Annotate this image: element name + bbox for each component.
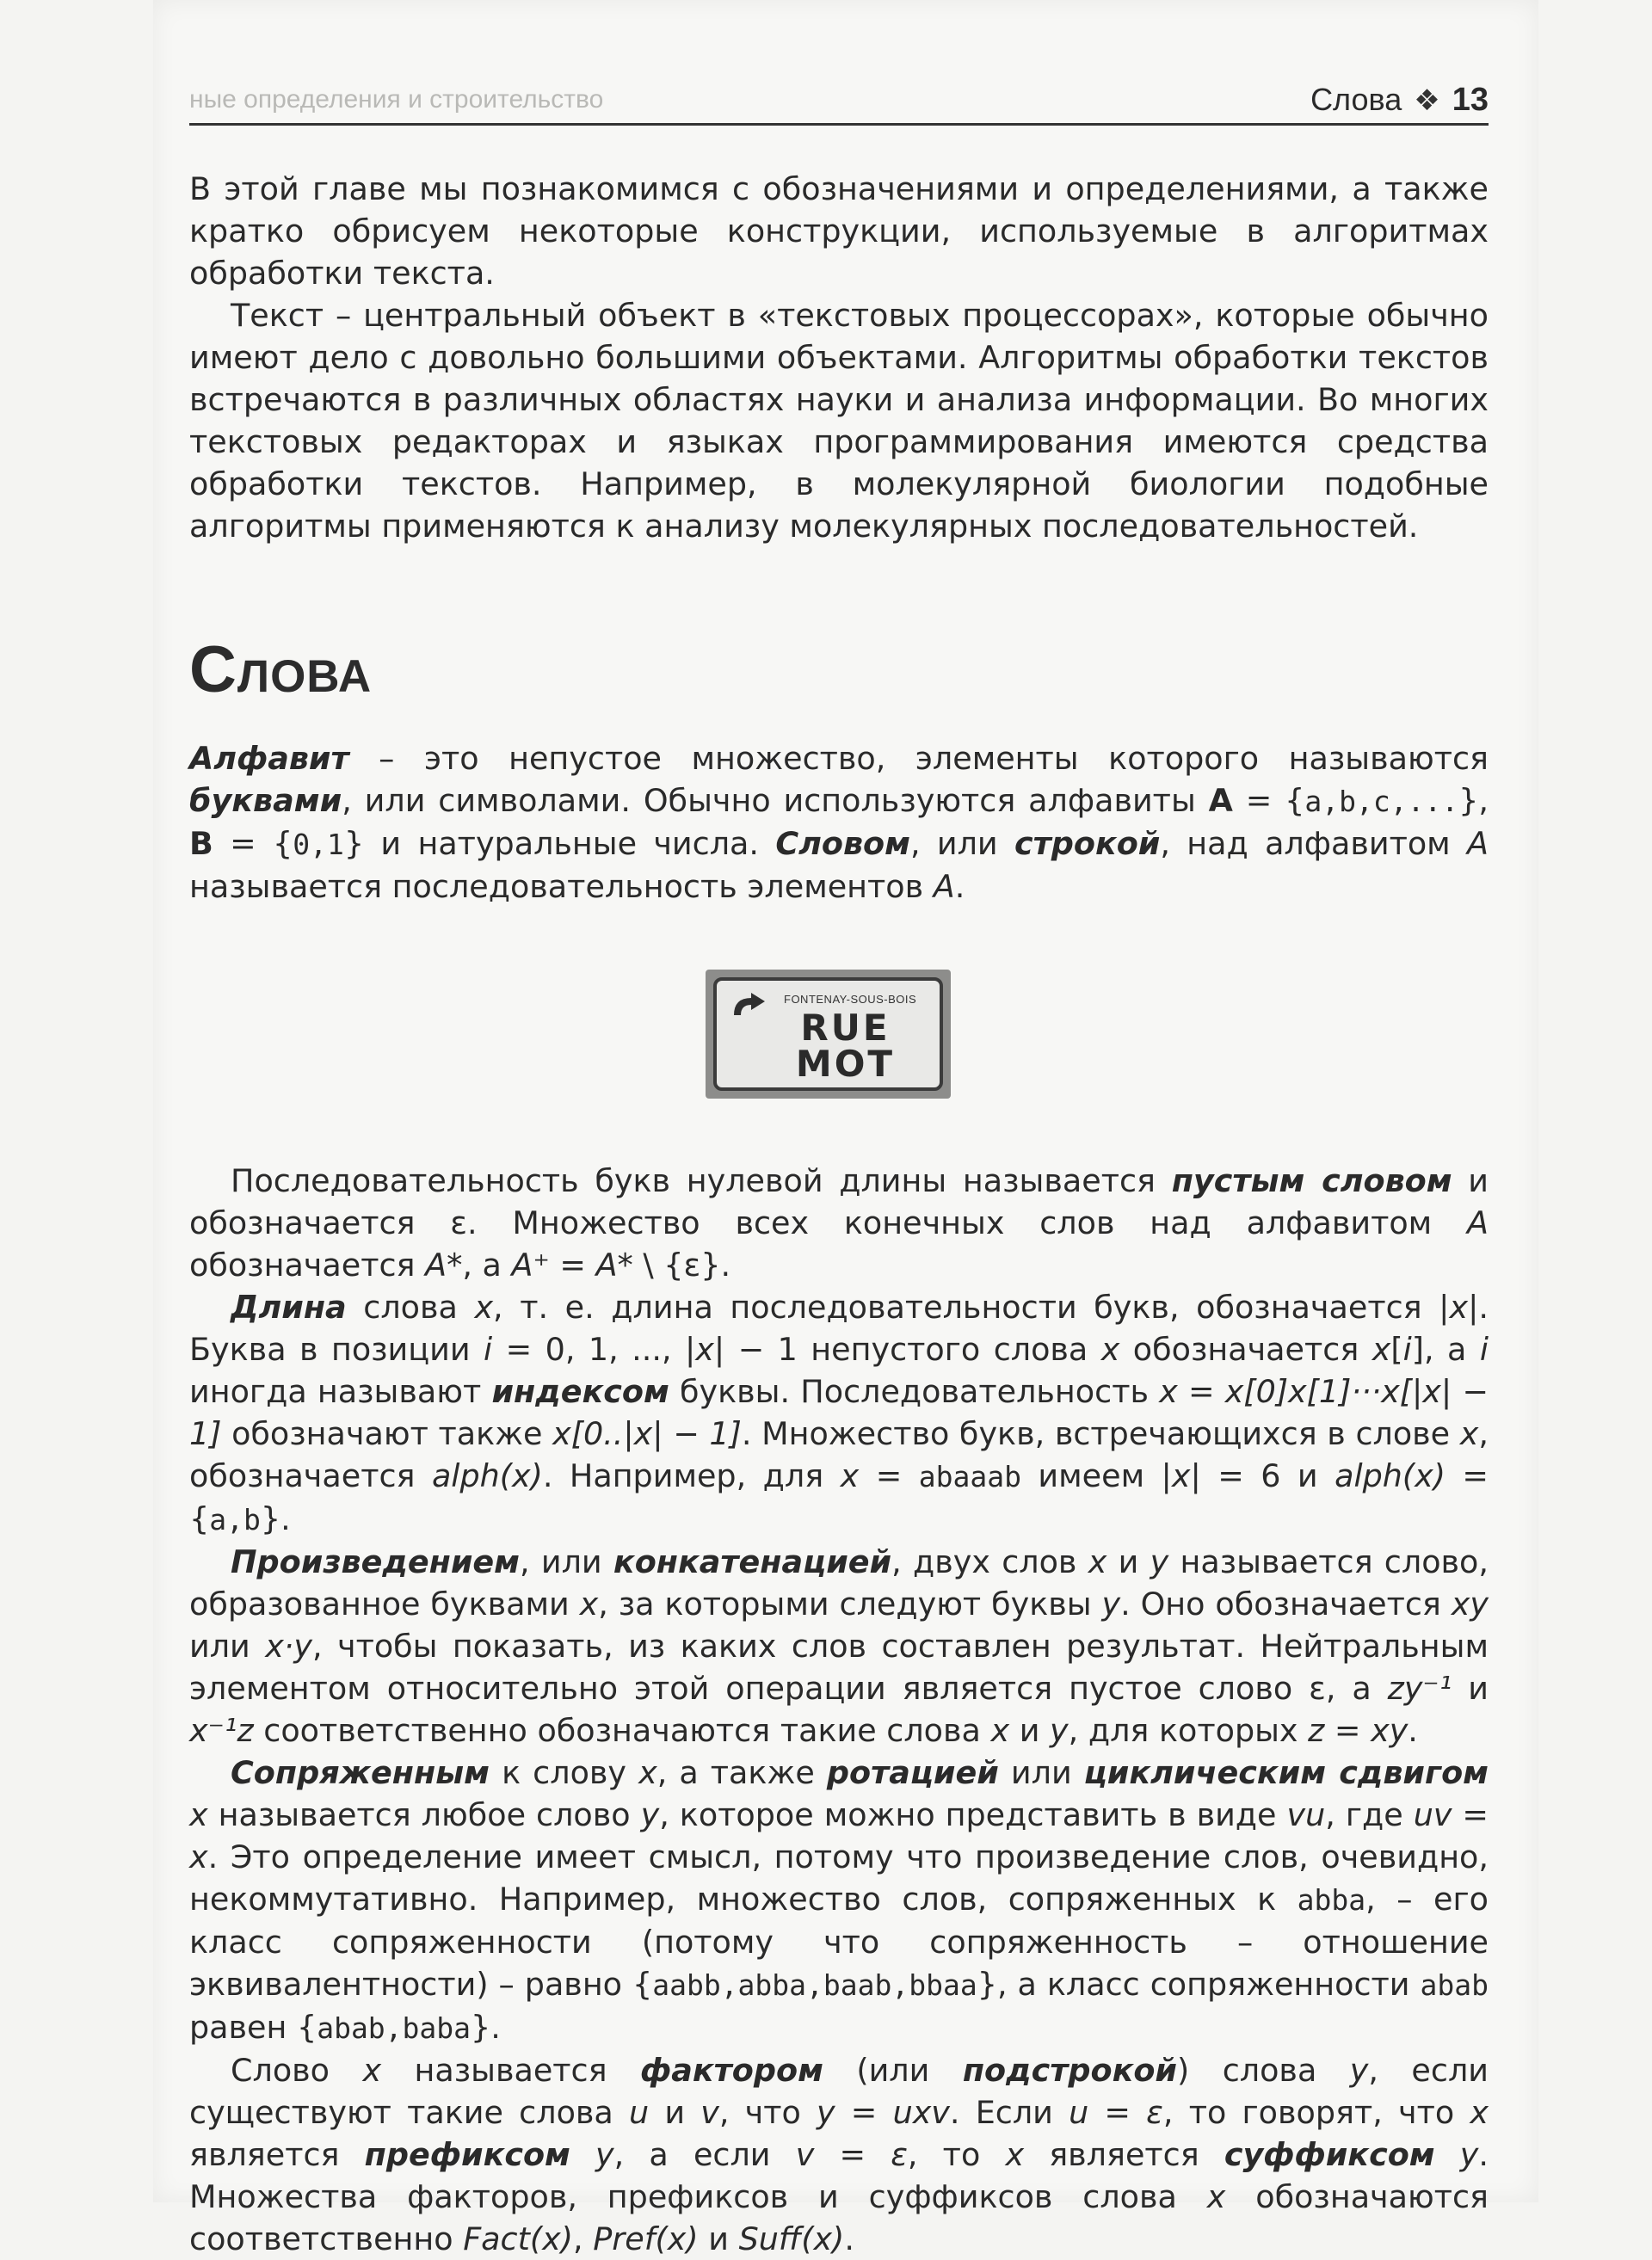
- page-number: 13: [1452, 82, 1489, 118]
- factor-paragraph: Слово x называется фактором (или подстрокой) слова y, если существуют такие слова u и v, что y = uxv. Если u = ε, то говорят, что x является префиксом y, а если v = ε, то x является суффиксом y. Множества факторов, префиксов и суффиксов слова x обозначаются соответственно Fact(x), Pref(x) и Suff(x).: [189, 2052, 1489, 2257]
- section-heading: Слова: [189, 633, 373, 706]
- length-paragraph: Длина слова x, т. е. длина последовательности букв, обозначается |x|. Буква в позиции i = 0, 1, ..., |x| − 1 непустого слова x обозначается x[i], а i иногда называют индексом буквы. Последовательность x = x[0]x[1]···x[|x| − 1] обозначают также x[0..|x| − 1]. Множество букв, встречающихся в слове x, обозначается alph(x). Например, для x = abaaab имеем |x| = 6 и alph(x) = {a,b}.: [189, 1289, 1489, 1537]
- product-paragraph: Произведением, или конкатенацией, двух слов x и y называется слово, образованное буквами x, за которыми следуют буквы y. Оно обозначается xy или x·y, чтобы показать, из каких слов составлен результат. Нейтральным элементом относительно этой операции является пустое слово ε, а zy⁻¹ и x⁻¹z соответственно обозначаются такие слова x и y, для которых z = xy.: [189, 1543, 1489, 1749]
- sign-town: FONTENAY-SOUS-BOIS: [784, 993, 917, 1006]
- intro-block: [189, 168, 1489, 547]
- empty-word-paragraph: Последовательность букв нулевой длины называется пустым словом и обозначается ε. Множество всех конечных слов над алфавитом A обозначается A*, а A⁺ = A* \ {ε}.: [189, 1162, 1489, 1284]
- street-sign-photo: [706, 970, 951, 1099]
- header-right: [1310, 82, 1489, 119]
- intro-paragraph-2: Текст – центральный объект в «текстовых процессорах», которые обычно имеют дело с довольно большими объектами. Алгоритмы обработки текстов встречаются в различных областях науки и анализа информации. Во многих текстовых редакторах и языках программирования имеются средства обработки текстов. Например, в молекулярной биологии подобные алгоритмы применяются к анализу молекулярных последовательностей.: [189, 297, 1489, 545]
- sign-line-1: RUE: [800, 1007, 891, 1049]
- conjugate-paragraph: Сопряженным к слову x, а также ротацией или циклическим сдвигом x называется любое слово y, которое можно представить в виде vu, где uv = x. Это определение имеет смысл, потому что произведение слов, очевидно, некоммутативно. Например, множество слов, сопряженных к abba, – его класс сопряженности (потому что сопряженность – отношение эквивалентности) – равно {aabb,abba,baab,bbaa}, а класс сопряженности abab равен {abab,baba}.: [189, 1754, 1489, 2046]
- chapter-title: Слова: [1310, 82, 1402, 117]
- intro-paragraph-1: В этой главе мы познакомимся с обозначениями и определениями, а также кратко обрисуем некоторые конструкции, используемые в алгоритмах обработки текста.: [189, 170, 1489, 292]
- bleed-through-text: ные определения и строительство: [189, 85, 604, 114]
- alphabet-block: [189, 737, 1489, 908]
- running-header: [189, 82, 1489, 126]
- sign-line-2: MOT: [795, 1043, 896, 1085]
- sign-plate: [713, 977, 943, 1091]
- definitions-block: [189, 1160, 1489, 2260]
- ornament-icon: ❖: [1414, 84, 1440, 117]
- alphabet-paragraph: Алфавит – это непустое множество, элементы которого называются буквами, или символами. Обычно используются алфавиты A = {a,b,c,...}, B = {0,1} и натуральные числа. Словом, или строкой, над алфавитом A называется последовательность элементов A.: [189, 740, 1489, 905]
